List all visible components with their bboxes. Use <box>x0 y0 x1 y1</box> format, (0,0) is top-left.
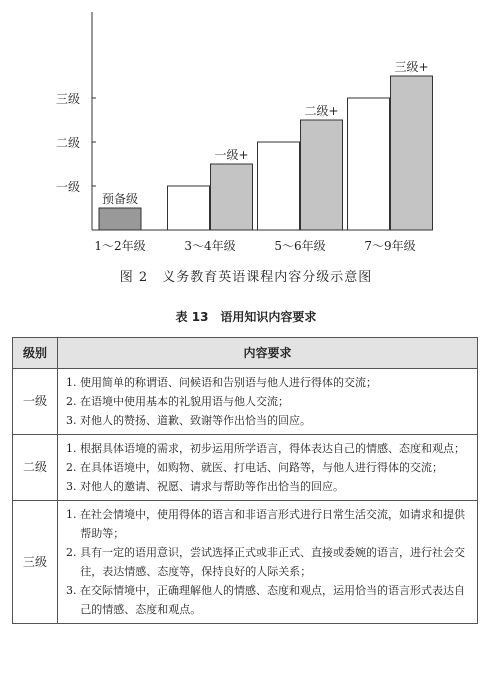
bar <box>211 164 253 230</box>
table-header-row <box>13 338 478 369</box>
bar-label: 三级+ <box>394 60 429 74</box>
table-row <box>13 501 478 624</box>
bar <box>301 120 343 230</box>
requirement-item: 1. 使用简单的称谓语、问候语和告别语与他人进行得体的交流； <box>66 376 377 389</box>
pragmatic-knowledge-table <box>12 337 478 624</box>
y-tick-label: 一级 <box>55 180 81 194</box>
bar-label: 二级+ <box>304 104 339 118</box>
category-label: 7～9年级 <box>364 239 416 253</box>
category-label: 1～2年级 <box>94 239 146 253</box>
category-label: 5～6年级 <box>274 239 326 253</box>
bar <box>99 208 141 230</box>
category-label: 3～4年级 <box>184 239 236 253</box>
requirement-item: 3. 对他人的邀请、祝愿、请求与帮助等作出恰当的回应。 <box>66 480 344 493</box>
y-tick-label: 二级 <box>55 136 81 150</box>
row-level: 一级 <box>13 369 58 435</box>
grade-level-chart <box>0 0 492 262</box>
bar <box>391 76 433 230</box>
table-row <box>13 369 478 435</box>
bar-label: 一级+ <box>214 148 249 162</box>
row-content <box>58 435 478 501</box>
row-level: 三级 <box>13 501 58 624</box>
requirement-item: 2. 具有一定的语用意识，尝试选择正式或非正式、直接或委婉的语言，进行社会交往，表达情感、态度等，保持良好的人际关系； <box>66 546 465 578</box>
header-level: 级别 <box>13 338 58 369</box>
figure-caption: 图 2 义务教育英语课程内容分级示意图 <box>119 270 373 285</box>
row-content <box>58 501 478 624</box>
bar <box>258 142 300 230</box>
requirement-item: 3. 在交际情境中，正确理解他人的情感、态度和观点，运用恰当的语言形式表达自己的情感、态度和观点。 <box>66 584 465 616</box>
requirement-item: 3. 对他人的赞扬、道歉、致谢等作出恰当的回应。 <box>66 414 311 427</box>
bar <box>168 186 210 230</box>
table-row <box>13 435 478 501</box>
requirement-item: 2. 在具体语境中，如购物、就医、打电话、问路等，与他人进行得体的交流； <box>66 461 443 474</box>
requirement-item: 1. 在社会情境中，使用得体的语言和非语言形式进行日常生活交流，如请求和提供帮助等； <box>66 508 465 540</box>
y-tick-label: 三级 <box>55 92 81 106</box>
bar <box>348 98 390 230</box>
table-title: 表 13 语用知识内容要求 <box>175 310 317 324</box>
requirement-item: 2. 在语境中使用基本的礼貌用语与他人交流； <box>66 395 289 408</box>
bar-label: 预备级 <box>101 192 139 206</box>
row-level: 二级 <box>13 435 58 501</box>
requirement-item: 1. 根据具体语境的需求，初步运用所学语言，得体表达自己的情感、态度和观点； <box>66 442 465 455</box>
row-content <box>58 369 478 435</box>
header-content: 内容要求 <box>58 338 478 369</box>
